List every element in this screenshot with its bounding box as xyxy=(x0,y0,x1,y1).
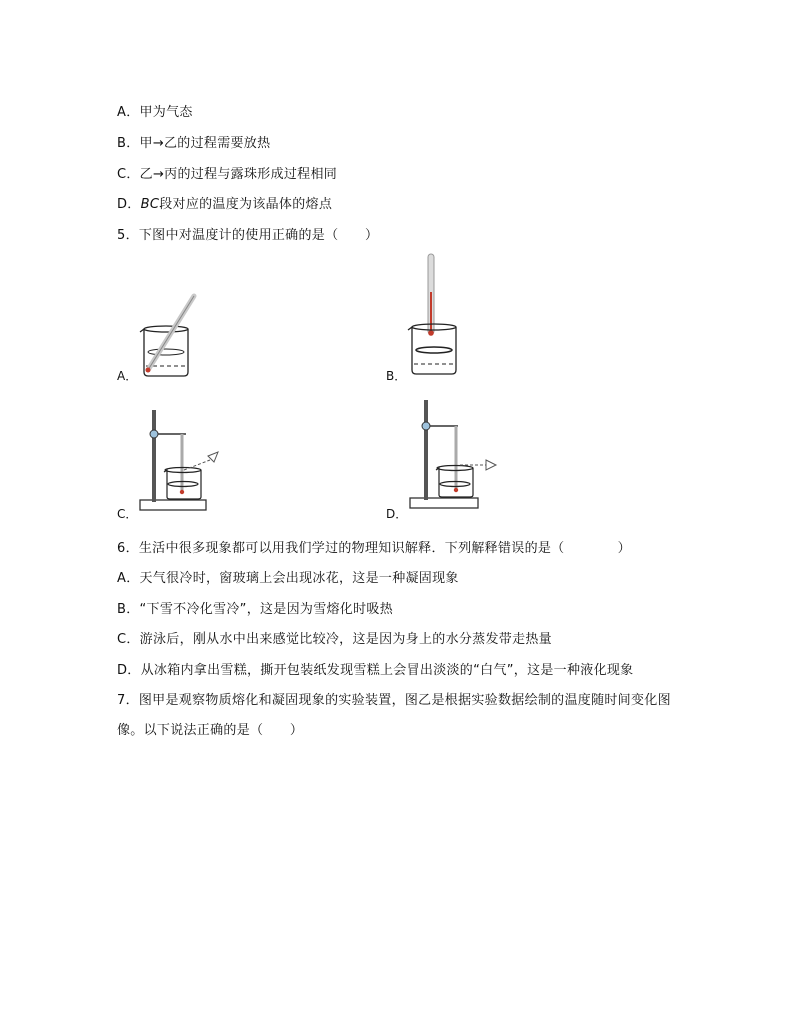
q5-figure-c xyxy=(136,406,236,516)
q4-option-d-prefix: D． xyxy=(117,197,141,212)
q4-option-b: B．甲→乙的过程需要放热 xyxy=(117,136,271,151)
q5-label-b: B． xyxy=(386,369,407,383)
q4-option-d-suffix: 段对应的温度为该晶体的熔点 xyxy=(159,197,333,212)
q6-option-a: A．天气很冷时，窗玻璃上会出现冰花，这是一种凝固现象 xyxy=(117,571,459,586)
q4-option-d-segment: BC xyxy=(140,197,160,212)
q6-option-d: D．从冰箱内拿出雪糕，撕开包装纸发现雪糕上会冒出淡淡的“白气”，这是一种液化现象 xyxy=(117,663,634,678)
q5-figure-d xyxy=(404,398,504,516)
q4-option-d xyxy=(117,193,332,212)
q5-figure-a xyxy=(136,292,206,382)
q7-stem-line1: 7．图甲是观察物质熔化和凝固现象的实验装置，图乙是根据实验数据绘制的温度随时间变化图 xyxy=(117,693,671,708)
q4-option-a: A．甲为气态 xyxy=(117,105,193,120)
q5-label-c: C． xyxy=(117,507,138,521)
q6-stem: 6．生活中很多现象都可以用我们学过的物理知识解释．下列解释错误的是（ ） xyxy=(117,541,631,556)
q5-label-d: D． xyxy=(386,507,408,521)
q5-label-a: A． xyxy=(117,369,138,383)
q6-option-c: C．游泳后，刚从水中出来感觉比较冷，这是因为身上的水分蒸发带走热量 xyxy=(117,632,552,647)
q7-stem-line2: 像。以下说法正确的是（ ） xyxy=(117,723,304,738)
q4-option-c: C．乙→丙的过程与露珠形成过程相同 xyxy=(117,167,338,182)
q5-figure-b xyxy=(404,252,474,376)
q6-option-b: B．“下雪不冷化雪冷”，这是因为雪熔化时吸热 xyxy=(117,602,393,617)
q5-stem: 5．下图中对温度计的使用正确的是（ ） xyxy=(117,228,379,243)
